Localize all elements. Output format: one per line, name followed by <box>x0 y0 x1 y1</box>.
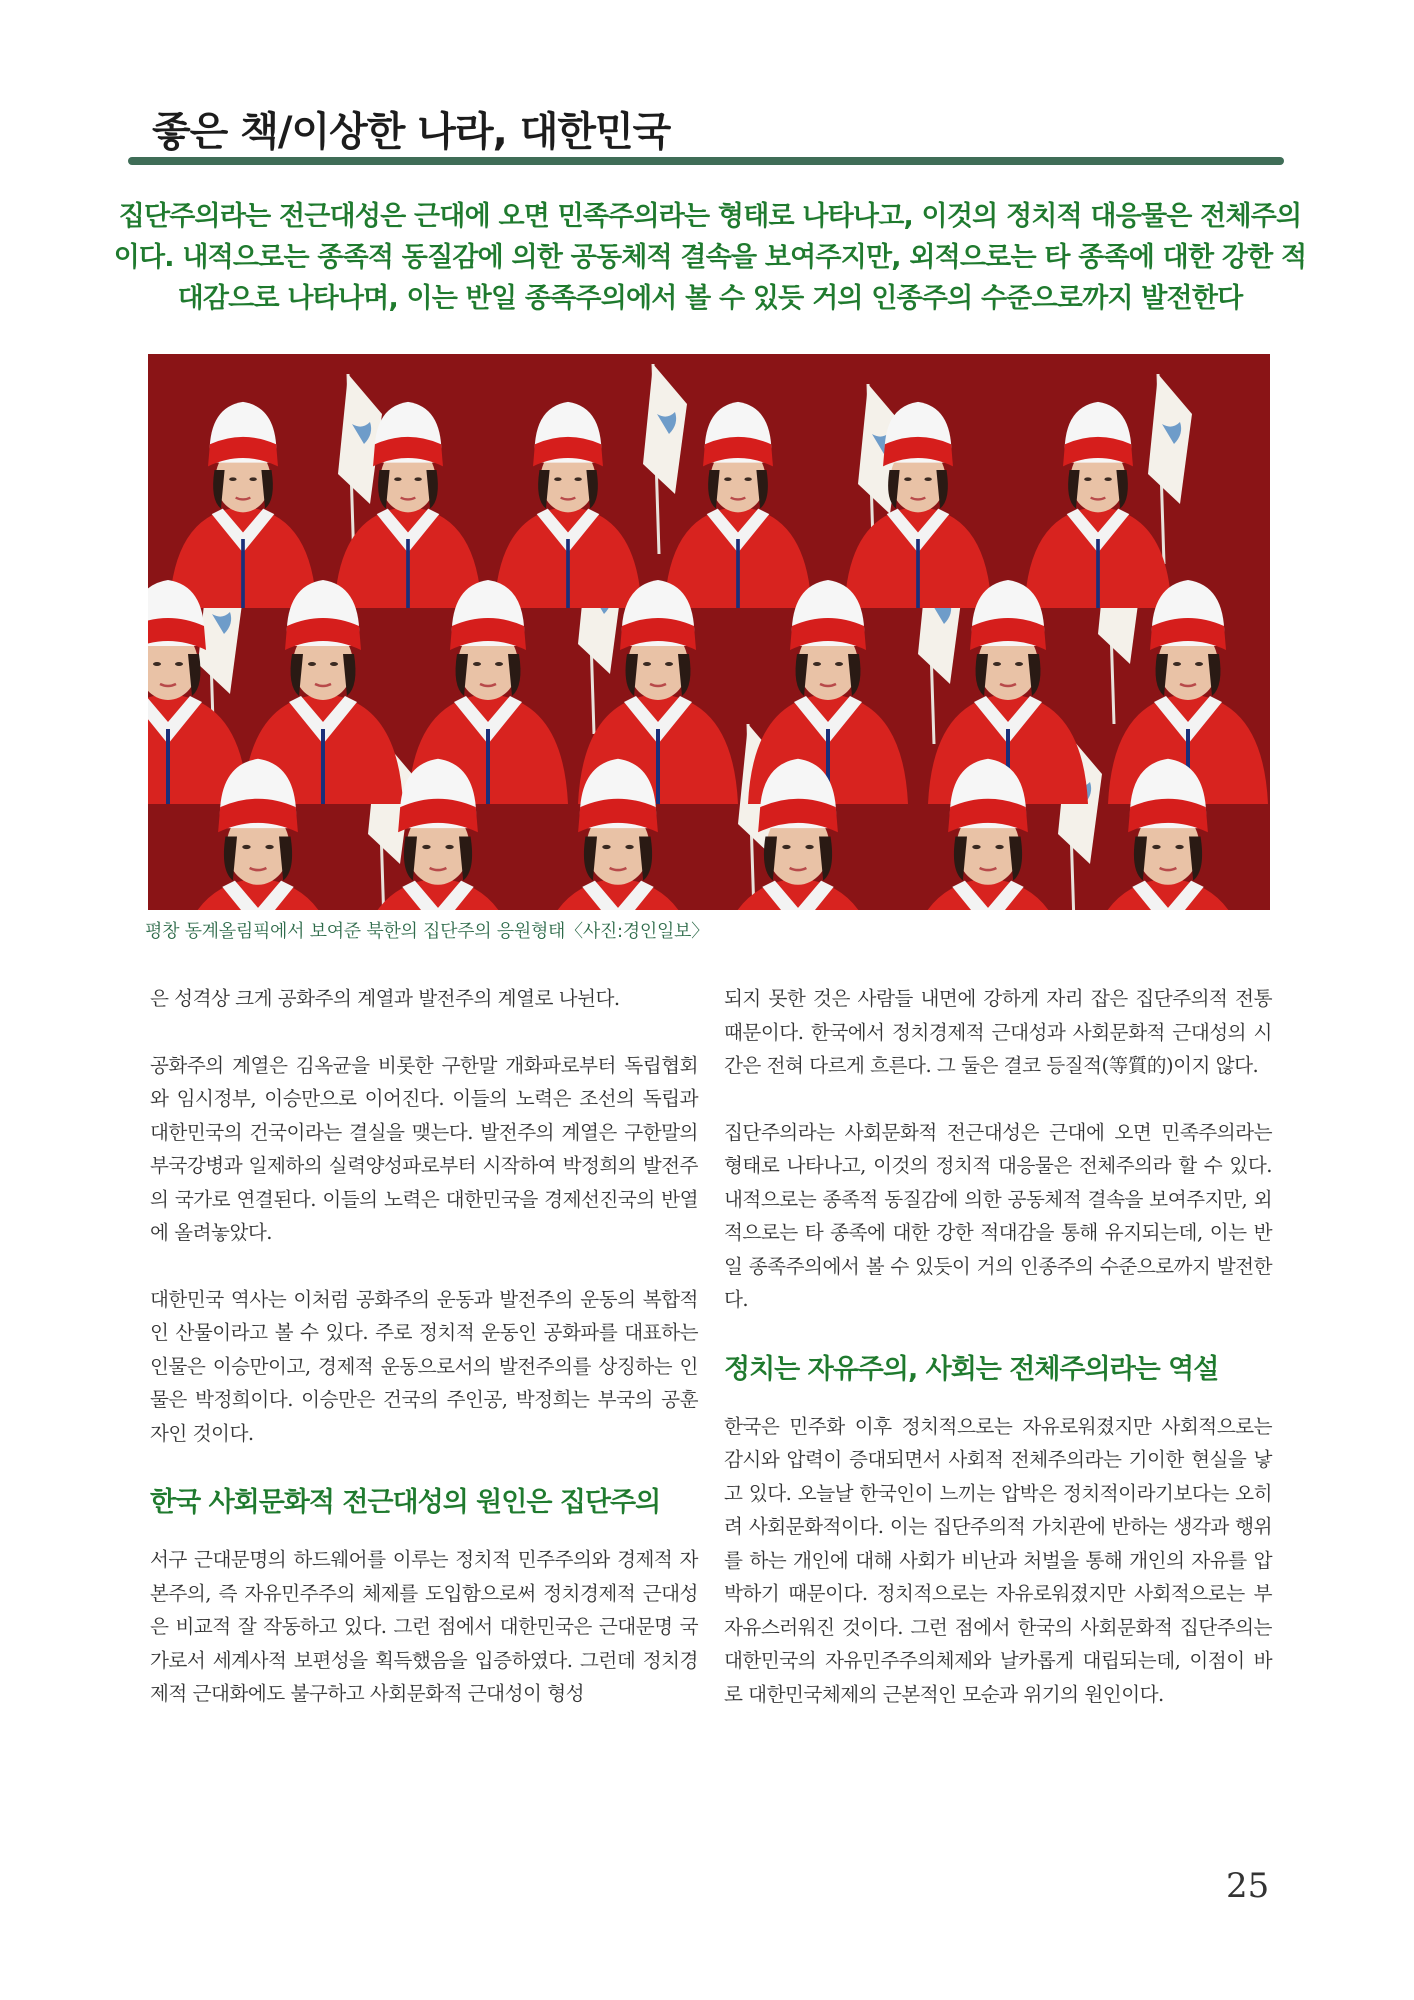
body-paragraph: 서구 근대문명의 하드웨어를 이루는 정치적 민주주의와 경제적 자본주의, 즉 자유민주주의 체제를 도입함으로써 정치경제적 근대성은 비교적 잘 작동하고 있다. 그런 점에서 대한민국은 근대문명 국가로서 세계사적 보편성을 획득했음을 입증하였다. 그런데 정치경제적 근대화에도 불구하고 사회문화적 근대성이 형성 <box>150 1548 698 1705</box>
left-column <box>150 982 698 1744</box>
cheering-squad-photo <box>148 354 1270 910</box>
page-section-title: 좋은 책/이상한 나라, 대한민국 <box>152 109 671 155</box>
body-paragraph: 한국은 민주화 이후 정치적으로는 자유로워졌지만 사회적으로는 감시와 압력이 증대되면서 사회적 전체주의라는 기이한 현실을 낳고 있다. 오늘날 한국인이 느끼는 압박은 정치적이라기보다는 오히려 사회문화적이다. 이는 집단주의적 가치관에 반하는 생각과 행위를 하는 개인에 대해 사회가 비난과 처벌을 통해 개인의 자유를 압박하기 때문이다. 정치적으로는 자유로워졌지만 사회적으로는 부자유스러워진 것이다. 그런 점에서 한국의 사회문화적 집단주의는 대한민국의 자유민주주의체제와 날카롭게 대립되는데, 이점이 바로 대한민국체제의 근본적인 모순과 위기의 원인이다. <box>724 1414 1272 1706</box>
section-heading: 한국 사회문화적 전근대성의 원인은 집단주의 <box>150 1487 661 1518</box>
body-paragraph: 대한민국 역사는 이처럼 공화주의 운동과 발전주의 운동의 복합적인 산물이라고 볼 수 있다. 주로 정치적 운동인 공화파를 대표하는 인물은 이승만이고, 경제적 운동으로서의 발전주의를 상징하는 인물은 박정희이다. 이승만은 건국의 주인공, 박정희는 부국의 공훈자인 것이다. <box>150 1287 698 1445</box>
photo-caption: 평창 동계올림픽에서 보여준 북한의 집단주의 응원형태〈사진:경인일보〉 <box>145 921 709 942</box>
header-divider <box>128 157 1284 165</box>
section-heading: 정치는 자유주의, 사회는 전체주의라는 역설 <box>724 1353 1219 1385</box>
right-column <box>724 982 1272 1744</box>
page-number: 25 <box>1226 1866 1270 1906</box>
body-paragraph: 되지 못한 것은 사람들 내면에 강하게 자리 잡은 집단주의적 전통 때문이다. 한국에서 정치경제적 근대성과 사회문화적 근대성의 시간은 전혀 다르게 흐른다. 그 둘은 결코 등질적(等質的)이지 않다. <box>724 987 1272 1077</box>
lead-summary: 집단주의라는 전근대성은 근대에 오면 민족주의라는 형태로 나타나고, 이것의 정치적 대응물은 전체주의이다. 내적으로는 종족적 동질감에 의한 공동체적 결속을 보여주지만, 외적으로는 타 종족에 대한 강한 적대감으로 나타나며, 이는 반일 종족주의에서 볼 수 있듯 거의 인종주의 수준으로까지 발전한다 <box>113 201 1307 314</box>
body-paragraph: 은 성격상 크게 공화주의 계열과 발전주의 계열로 나뉜다. <box>150 987 620 1010</box>
body-paragraph: 집단주의라는 사회문화적 전근대성은 근대에 오면 민족주의라는 형태로 나타나고, 이것의 정치적 대응물은 전체주의라 할 수 있다. 내적으로는 종족적 동질감에 의한 공동체적 결속을 보여주지만, 외적으로는 타 종족에 대한 강한 적대감을 통해 유지되는데, 이는 반일 종족주의에서 볼 수 있듯이 거의 인종주의 수준으로까지 발전한다. <box>724 1120 1272 1311</box>
body-paragraph: 공화주의 계열은 김옥균을 비롯한 구한말 개화파로부터 독립협회와 임시정부, 이승만으로 이어진다. 이들의 노력은 조선의 독립과 대한민국의 건국이라는 결실을 맺는다. 발전주의 계열은 구한말의 부국강병과 일제하의 실력양성파로부터 시작하여 박정희의 발전주의 국가로 연결된다. 이들의 노력은 대한민국을 경제선진국의 반열에 올려놓았다. <box>150 1053 698 1244</box>
